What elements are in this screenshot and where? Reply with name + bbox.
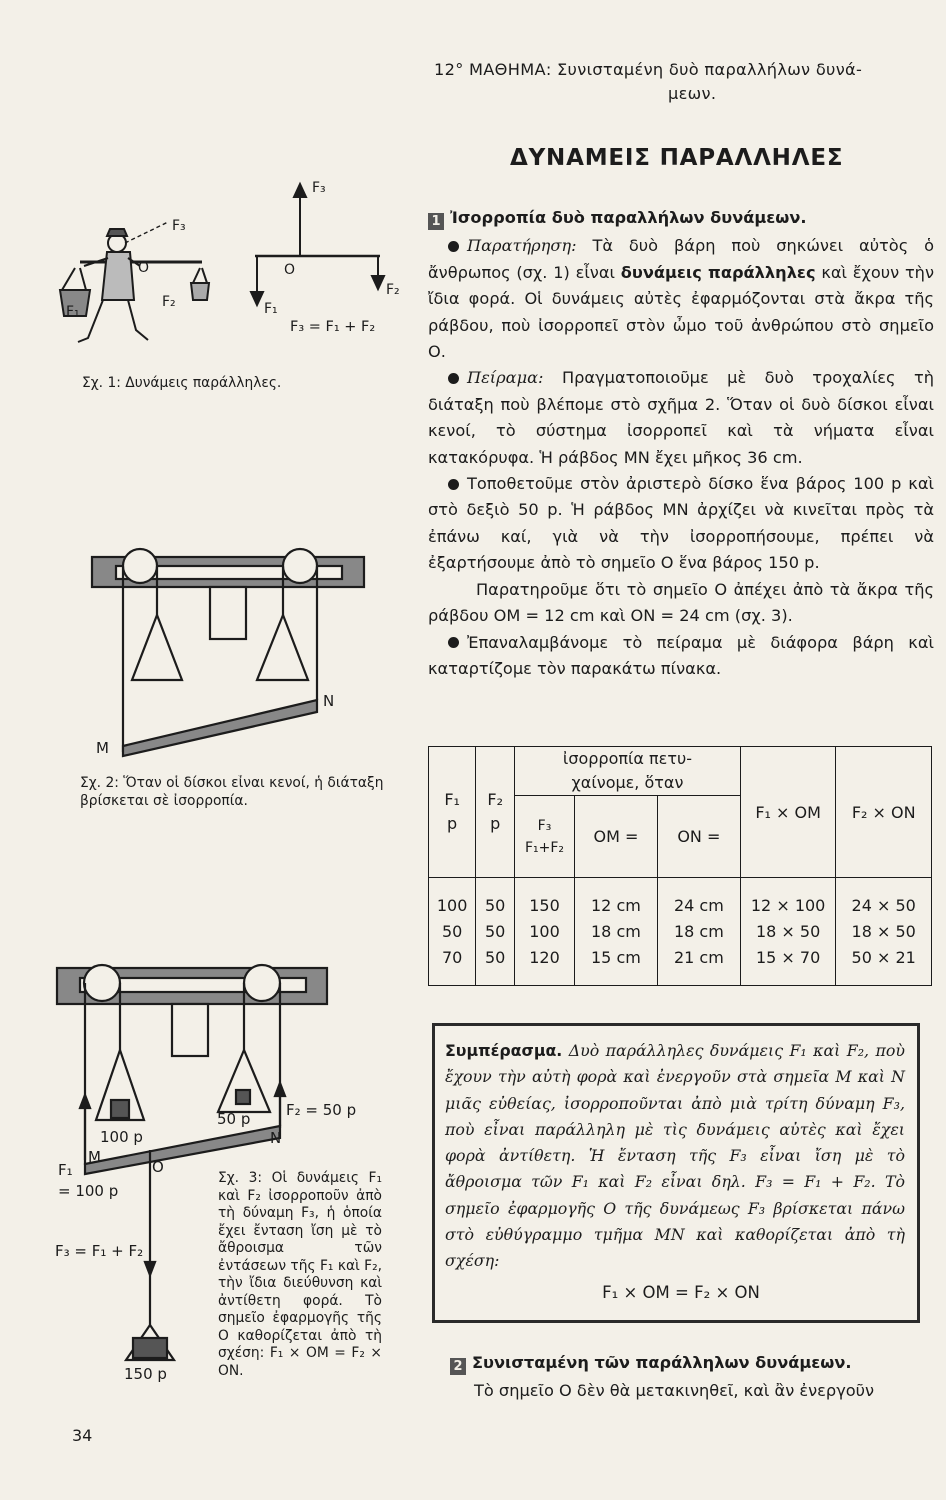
section-number-1: 1 [428, 213, 444, 230]
experiment-label: Πείραμα: [467, 368, 544, 388]
observe-paragraph: Παρατηροῦμε ὅτι τὸ σημεῖο Ο ἀπέχει ἀπὸ τὰ ἄκρα τῆς ράβδου ΟΜ = 12 cm καὶ ΟΝ = 24 cm (σχ. 3). [428, 579, 934, 626]
table-cell: 120 [529, 947, 560, 967]
fig1-caption: Σχ. 1: Δυνάμεις παράλληλες. [82, 375, 282, 391]
fig1-f3-label-man: F₃ [172, 218, 186, 234]
header-f3 [515, 796, 575, 878]
section-number-2: 2 [450, 1358, 466, 1375]
table-cell: 15 × 70 [755, 947, 821, 967]
fig1-f1-label-man: F₁ [66, 304, 80, 320]
counterweight-3 [172, 1004, 208, 1056]
observation-text-b: καὶ ἔχουν τὴν ἴδια φορά. Οἱ δυνάμεις αὐτὲς ἐφαρμόζονται στὰ ἄκρα τῆς ράβδου, ποὺ ἰσορροπεῖ στὸν ὦμο τοῦ ἀνθρώπου στὸ σημεῖο Ο. [428, 262, 934, 362]
col-on-values [657, 878, 740, 986]
table-cell: 18 × 50 [851, 921, 916, 941]
fig1-f1-label: F₁ [264, 301, 278, 317]
lesson-heading-line2: μεων. [668, 84, 717, 103]
section-1-title: Ἰσορροπία δυὸ παραλλήλων δυνάμεων. [450, 208, 807, 227]
fig1-o-label-man: O [138, 260, 150, 276]
experiment-paragraph [428, 365, 934, 471]
left-bucket-rope [62, 268, 86, 290]
bullet-icon [448, 241, 459, 252]
weight-50p [236, 1090, 250, 1104]
fig2-m-label: M [96, 739, 109, 757]
fig2-caption: Σχ. 2: Ὅταν οἱ δίσκοι εἶναι κενοί, ἡ διάταξη βρίσκεται σὲ ἰσορροπία. [80, 775, 384, 809]
page-number: 34 [72, 1426, 93, 1445]
f1-arrowhead [251, 292, 263, 305]
right-bucket [191, 283, 209, 300]
header-on: ΟΝ = [657, 796, 740, 878]
repeat-text: Ἐπαναλαμβάνομε τὸ πείραμα μὲ διάφορα βάρη καὶ καταρτίζομε τὸν παρακάτω πίνακα. [428, 632, 934, 678]
observation-text-a: Τὰ δυὸ βάρη ποὺ σηκώνει αὐτὸς ὁ ἄνθρωπος (σχ. 1) εἶναι [428, 236, 934, 282]
fig2-n-label: N [323, 692, 335, 710]
page-title: ΔΥΝΑΜΕΙΣ ΠΑΡΑΛΛΗΛΕΣ [510, 145, 844, 171]
fig1-equation: F₃ = F₁ + F₂ [290, 319, 376, 335]
table-cell: 12 × 100 [750, 895, 826, 915]
section-2-title: Συνισταμένη τῶν παράλληλων δυνάμεων. [472, 1353, 852, 1372]
right-bucket-rope [193, 268, 207, 283]
header-f1 [429, 747, 476, 878]
observation-paragraph [428, 233, 934, 365]
fig3-n-label: N [270, 1129, 282, 1147]
header-f3-sum: F₁+F₂ [524, 839, 565, 856]
header-product-2: F₂ × ΟΝ [836, 747, 932, 878]
table-cell: 24 × 50 [851, 895, 916, 915]
table-cell: 18 cm [591, 921, 641, 941]
left-pulley [123, 549, 157, 583]
table-cell: 100 [529, 921, 560, 941]
col-f1-values [429, 878, 476, 986]
right-pulley-3 [244, 965, 280, 1001]
col-product2-values [836, 878, 932, 986]
table-cell: 21 cm [673, 947, 724, 967]
fig3-f1-value: = 100 p [58, 1182, 119, 1200]
conclusion-box [432, 1023, 920, 1323]
weight-150p [133, 1338, 167, 1358]
f3-dashed-line [125, 222, 168, 243]
table-cell: 150 [529, 895, 560, 915]
fig1-f3-label: F₃ [312, 180, 326, 196]
man-hat [107, 229, 127, 236]
f2-up-arrowhead [275, 1083, 285, 1096]
placement-text: Τοποθετοῦμε στὸν ἀριστερὸ δίσκο ἕνα βάρος 100 p καὶ στὸ δεξιὸ 50 p. Ἡ ράβδος ΜΝ ἀρχίζει νὰ κινεῖται πρὸς τὰ ἐπάνω καί, γιὰ νὰ τὴν ἰσορροπήσουμε, πρέπει νὰ ἐξαρτήσουμε ἀπὸ τὸ σημεῖο Ο ἕνα βάρος 150 p. [428, 474, 934, 573]
right-pulley [283, 549, 317, 583]
fig1-f2-label-man: F₂ [162, 294, 176, 310]
table-cell: 50 [484, 895, 506, 915]
table-cell: 50 × 21 [851, 947, 916, 967]
header-product-1: F₁ × ΟΜ [740, 747, 836, 878]
table-cell: 24 cm [673, 895, 724, 915]
header-f2 [476, 747, 515, 878]
f1-up-arrowhead [80, 1095, 90, 1108]
f3-down-arrowhead [145, 1262, 155, 1275]
table-cell: 100 [436, 895, 468, 915]
repeat-paragraph [428, 630, 934, 683]
table-cell: 50 [484, 921, 506, 941]
fig3-w3-label: 150 p [124, 1365, 167, 1383]
left-pan [132, 615, 182, 680]
table-cell: 18 × 50 [755, 921, 821, 941]
fig3-w1-label: 100 p [100, 1128, 143, 1146]
fig1-o-label: O [284, 262, 296, 278]
rod-mn [123, 700, 317, 756]
table-data-block [429, 878, 932, 986]
fig3-w2-label: 50 p [217, 1110, 251, 1128]
table-cell: 70 [441, 947, 463, 967]
right-pan [257, 615, 308, 680]
f2-arrowhead [372, 276, 384, 289]
table-cell: 50 [441, 921, 463, 941]
table-cell: 50 [484, 947, 506, 967]
lesson-heading-line1: 12° ΜΑΘΗΜΑ: Συνισταμένη δυὸ παραλλήλων δυνά- [434, 60, 863, 79]
left-pulley-3 [84, 965, 120, 1001]
experiment-text: Πραγματοποιοῦμε μὲ δυὸ τροχαλίες τὴ διάταξη ποὺ βλέπομε στὸ σχῆμα 2. Ὅταν οἱ δυὸ δίσκοι εἶναι κενοί, τὸ σύστημα ἰσορροπεῖ καὶ τὰ νήματα εἶναι κατακόρυφα. Ἡ ράβδος ΜΝ ἔχει μῆκος 36 cm. [428, 368, 934, 467]
figures-svg [0, 0, 430, 1420]
counterweight [210, 587, 246, 639]
section-1-heading [428, 205, 934, 231]
placement-paragraph [428, 471, 934, 577]
table-cell: 12 cm [591, 895, 641, 915]
bullet-icon [448, 373, 459, 384]
col-f3-values [515, 878, 575, 986]
fig3-f1-label: F₁ [58, 1161, 73, 1179]
observation-label: Παρατήρηση: [467, 236, 577, 256]
header-balance: ἰσορροπία πετυ-χαίνομε, ὅταν [515, 747, 741, 796]
table-cell: 18 cm [673, 921, 724, 941]
conclusion-paragraph [445, 1038, 917, 1275]
conclusion-formula: F₁ × ΟΜ = F₂ × ΟΝ [602, 1282, 760, 1302]
col-f2-values [476, 878, 515, 986]
col-product1-values [740, 878, 836, 986]
bullet-icon [448, 637, 459, 648]
figure-2 [92, 549, 364, 756]
experiment-table [428, 746, 932, 986]
fig3-f3-label: F₃ = F₁ + F₂ [55, 1242, 144, 1260]
conclusion-text: Δυὸ παράλληλες δυνάμεις F₁ καὶ F₂, ποὺ ἔχουν τὴν αὐτὴ φορὰ καὶ ἐνεργοῦν στὰ σημεῖα Μ καὶ Ν μιᾶς εὐθείας, ἰσορροποῦνται ἀπὸ μιὰ τρίτη δύναμη F₃, ποὺ εἶναι παράλληλη μὲ τὶς δυνάμεις αὐτὲς καὶ ἔχει φορὰ ἀντίθετη. Ἡ ἔνταση τῆς F₃ εἶναι ἴση μὲ τὸ ἄθροισμα τῶν F₁ καὶ F₂ εἶναι δηλ. F₃ = F₁ + F₂. Τὸ σημεῖο ἐφαρμογῆς Ο τῆς δυνάμεως F₃ βρίσκεται πάνω στὸ εὐθύγραμμο τμῆμα ΜΝ καὶ καθορίζεται ἀπὸ τὴ σχέση: [445, 1041, 905, 1271]
observation-bold: δυνάμεις παράλληλες [620, 262, 816, 282]
lesson-heading [434, 58, 934, 106]
table-cell: 15 cm [591, 947, 641, 967]
bullet-icon [448, 479, 459, 490]
f3-arrowhead [294, 184, 306, 197]
header-f1-unit: p [447, 814, 458, 833]
header-f1-label: F₁ [444, 790, 460, 809]
weight-100p [111, 1100, 129, 1118]
header-f3-label: F₃ [537, 817, 552, 834]
fig3-o-label: O [152, 1158, 164, 1176]
fig3-f2-label: F₂ = 50 p [286, 1101, 357, 1119]
col-om-values [574, 878, 657, 986]
fig1-f2-label: F₂ [386, 282, 400, 298]
header-om: ΟΜ = [574, 796, 657, 878]
section-2-heading [450, 1353, 852, 1375]
fig3-m-label: M [88, 1148, 101, 1166]
section-2-text: Τὸ σημεῖο Ο δὲν θὰ μετακινηθεῖ, καὶ ἂν ἐνεργοῦν [474, 1381, 875, 1400]
header-f2-unit: p [490, 814, 501, 833]
header-f2-label: F₂ [487, 790, 503, 809]
conclusion-lead: Συμπέρασμα. [445, 1041, 563, 1060]
main-text-column [428, 205, 934, 682]
fig3-caption: Σχ. 3: Οἱ δυνάμεις F₁ καὶ F₂ ἰσορροποῦν ἀπὸ τὴ δύναμη F₃, ἡ ὁποία ἔχει ἔνταση ἴση μὲ τὸ ἄθροισμα τῶν ἐντάσεων τῆς F₁ καὶ F₂, τὴν ἴδια διεύθυνση καὶ ἀντίθετη φορά. Τὸ σημεῖο ἐφαρμογῆς τῆς Ο καθορίζεται ἀπὸ τὴ σχέση: F₁ × ΟΜ = F₂ × ΟΝ. [218, 1170, 382, 1379]
